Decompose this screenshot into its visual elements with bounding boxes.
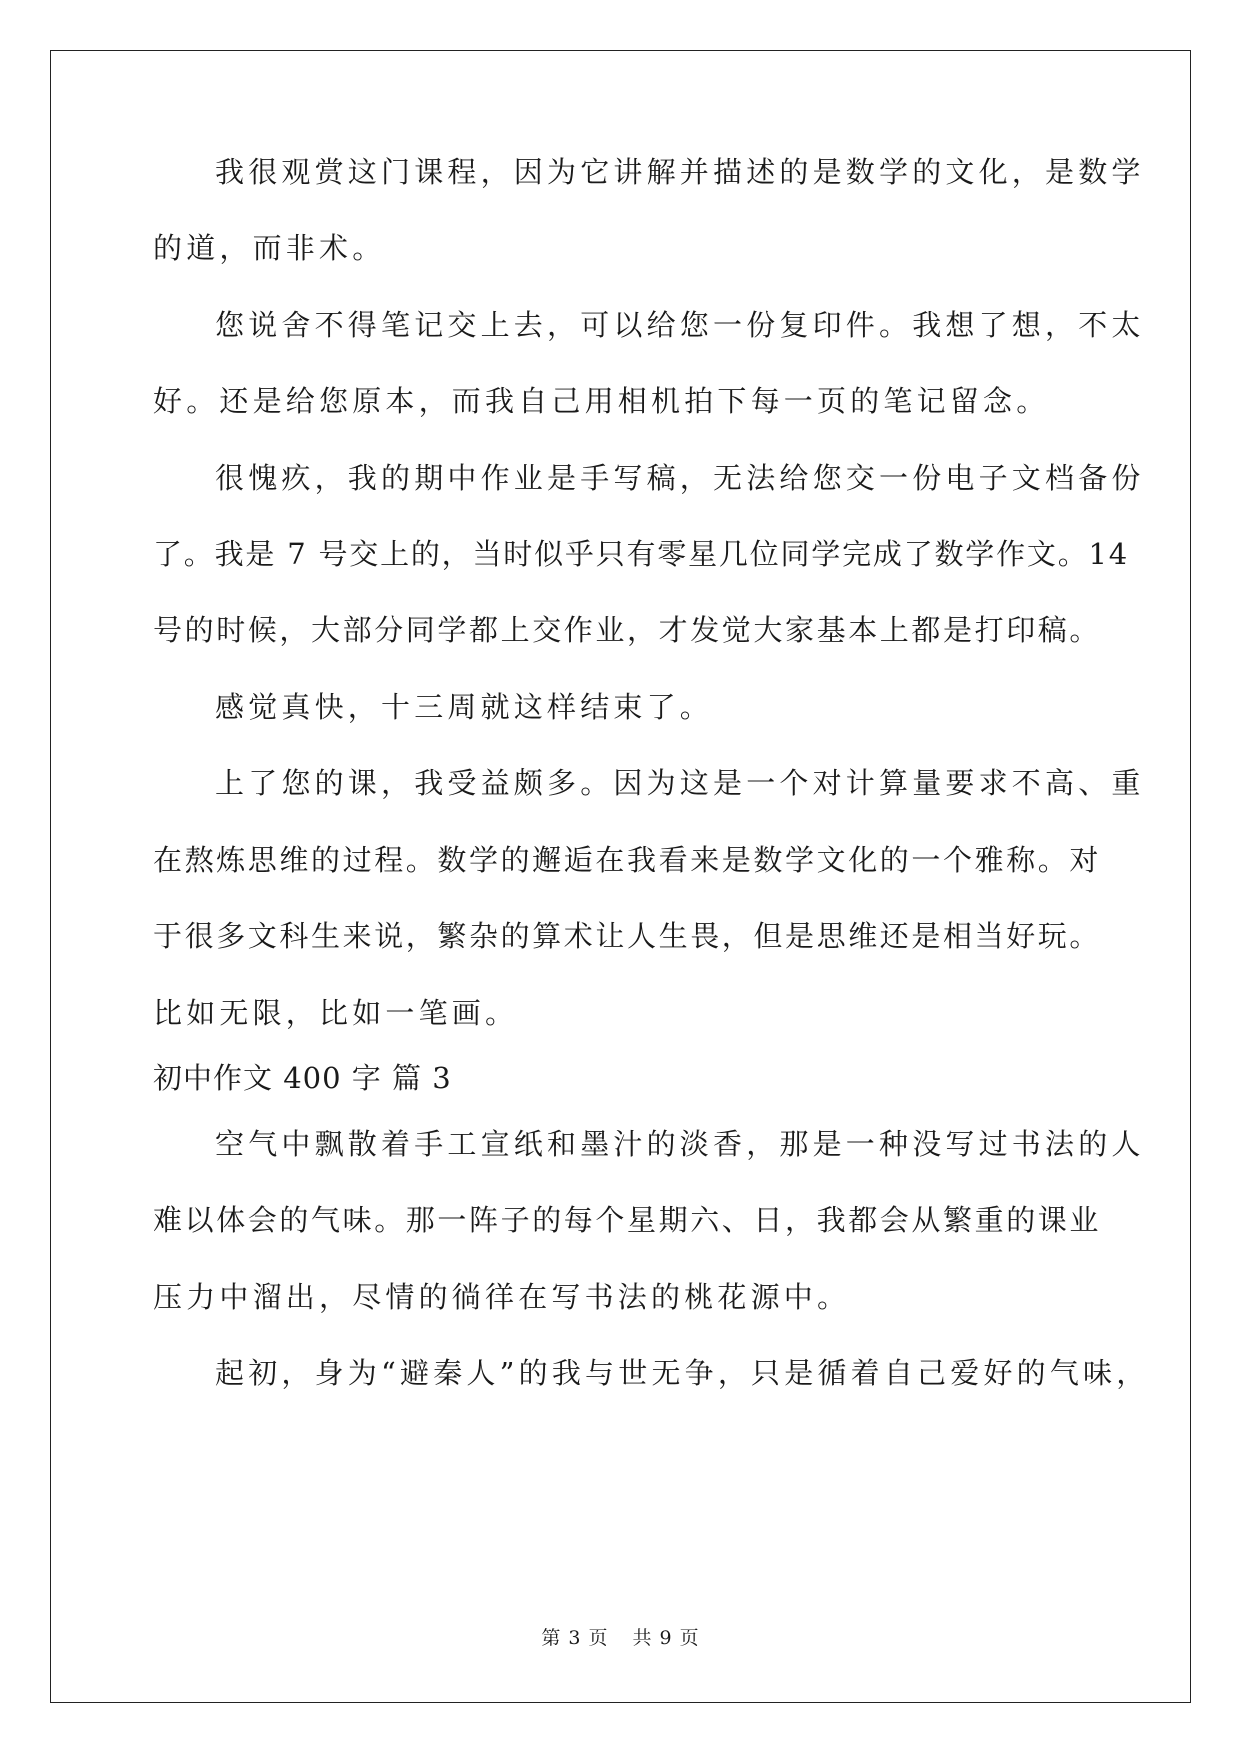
page-total: 共 9 页 bbox=[632, 1627, 700, 1649]
page-number: 第 3 页 bbox=[541, 1627, 609, 1649]
paragraph-line: 起初，身为“避秦人”的我与世无争，只是循着自己爱好的气味， bbox=[215, 1356, 1150, 1390]
paragraph-line: 比如无限，比如一笔画。 bbox=[153, 996, 519, 1030]
paragraph-line: 压力中溜出，尽情的徜徉在写书法的桃花源中。 bbox=[153, 1280, 851, 1314]
paragraph-line: 于很多文科生来说，繁杂的算术让人生畏，但是思维还是相当好玩。 bbox=[153, 919, 1102, 953]
paragraph-line: 感觉真快，十三周就这样结束了。 bbox=[215, 690, 714, 724]
paragraph-line: 在熬炼思维的过程。数学的邂逅在我看来是数学文化的一个雅称。对 bbox=[153, 843, 1102, 877]
paragraph-line: 了。我是 7 号交上的，当时似乎只有零星几位同学完成了数学作文。14 bbox=[153, 537, 1129, 571]
paragraph-line: 空气中飘散着手工宣纸和墨汁的淡香，那是一种没写过书法的人 bbox=[215, 1127, 1145, 1161]
paragraph-line: 我很观赏这门课程，因为它讲解并描述的是数学的文化，是数学 bbox=[215, 155, 1145, 189]
page-footer bbox=[0, 1626, 1241, 1650]
section-heading: 初中作文 400 字 篇 3 bbox=[153, 1061, 452, 1095]
paragraph-line: 号的时候，大部分同学都上交作业，才发觉大家基本上都是打印稿。 bbox=[153, 613, 1102, 647]
paragraph-line: 的道，而非术。 bbox=[153, 231, 386, 265]
paragraph-line: 很愧疚，我的期中作业是手写稿，无法给您交一份电子文档备份 bbox=[215, 461, 1145, 495]
paragraph-line: 好。还是给您原本，而我自己用相机拍下每一页的笔记留念。 bbox=[153, 384, 1050, 418]
paragraph-line: 您说舍不得笔记交上去，可以给您一份复印件。我想了想，不太 bbox=[215, 308, 1145, 342]
paragraph-line: 上了您的课，我受益颇多。因为这是一个对计算量要求不高、重 bbox=[215, 766, 1145, 800]
paragraph-line: 难以体会的气味。那一阵子的每个星期六、日，我都会从繁重的课业 bbox=[153, 1203, 1102, 1237]
